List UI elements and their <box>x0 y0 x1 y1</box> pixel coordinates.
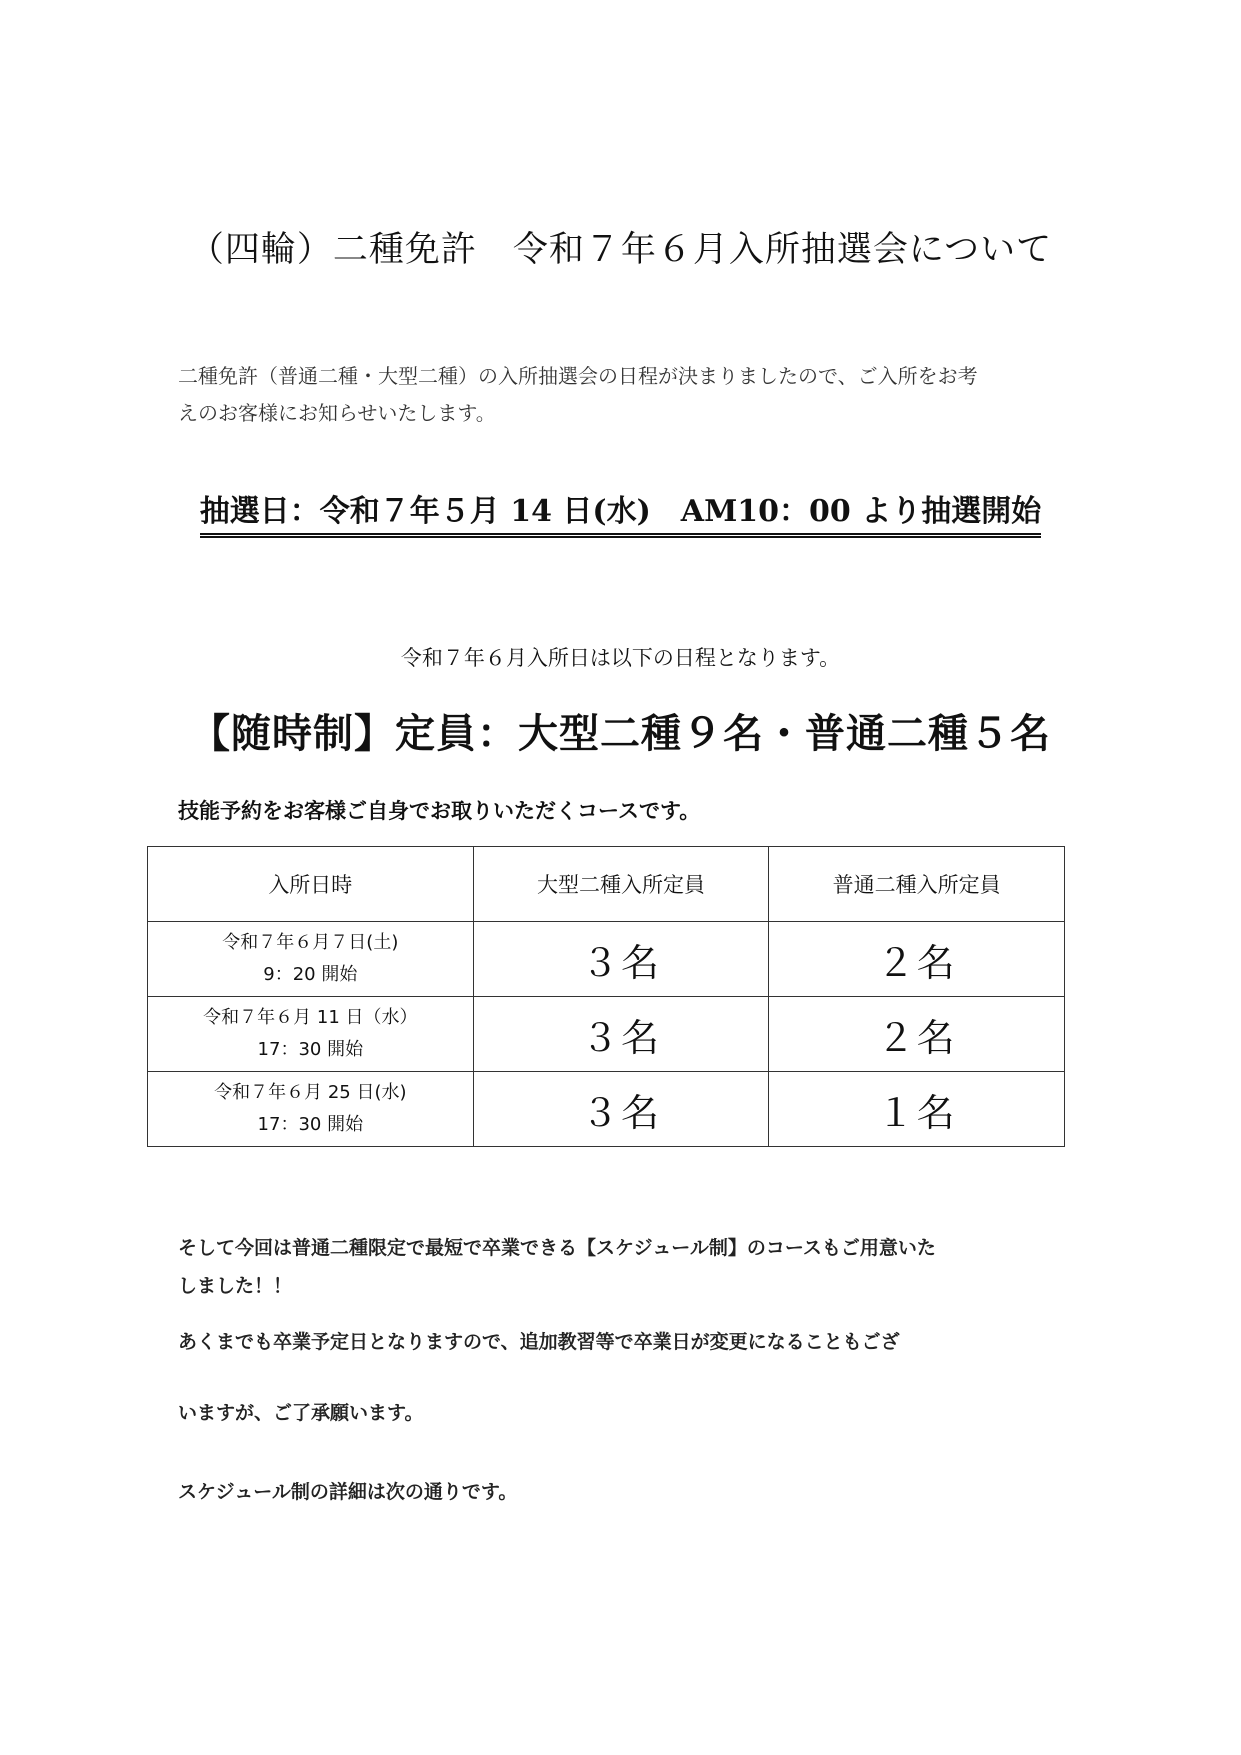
entry-date: 令和７年６月 25 日(水) <box>214 1082 407 1103</box>
lottery-date-text: 抽選日：令和７年５月 14 日(水) AM10：00 より抽選開始 <box>200 486 1041 538</box>
table-row <box>148 922 1065 997</box>
schedule-course-line-1: そして今回は普通二種限定で最短で卒業できる【スケジュール制】のコースもご用意いた <box>178 1237 936 1259</box>
intro-line-1: 二種免許（普通二種・大型二種）の入所抽選会の日程が決まりましたので、ご入所をお考 <box>178 364 978 388</box>
entry-time: 17：30 開始 <box>257 1039 364 1060</box>
entry-datetime-cell <box>148 997 474 1072</box>
header-entry-datetime: 入所日時 <box>148 847 474 922</box>
schedule-note: 令和７年６月入所日は以下の日程となります。 <box>400 646 841 670</box>
graduation-note-line-1: あくまでも卒業予定日となりますので、追加教習等で卒業日が変更になることもござ <box>178 1331 900 1353</box>
schedule-table <box>147 846 1065 1147</box>
schedule-details-intro: スケジュール制の詳細は次の通りです。 <box>178 1481 518 1503</box>
table-row <box>148 997 1065 1072</box>
schedule-course-line-2: しました！！ <box>178 1275 293 1297</box>
large-capacity-cell: ３名 <box>473 922 769 997</box>
large-capacity-cell: ３名 <box>473 997 769 1072</box>
intro-line-2: えのお客様にお知らせいたします。 <box>178 401 496 425</box>
entry-date: 令和７年６月７日(土) <box>222 932 399 953</box>
regular-capacity-cell: ２名 <box>769 922 1065 997</box>
entry-datetime-cell <box>148 1072 474 1147</box>
table-row <box>148 1072 1065 1147</box>
lottery-date-heading <box>0 486 1241 538</box>
entry-date: 令和７年６月 11 日（水） <box>203 1007 418 1028</box>
regular-capacity-cell: １名 <box>769 1072 1065 1147</box>
header-large-capacity: 大型二種入所定員 <box>473 847 769 922</box>
entry-time: 17：30 開始 <box>257 1114 364 1135</box>
course-description: 技能予約をお客様ご自身でお取りいただくコースです。 <box>178 799 701 823</box>
entry-time: 9：20 開始 <box>263 964 358 985</box>
page-title: （四輪）二種免許 令和７年６月入所抽選会について <box>188 230 1053 270</box>
graduation-note-line-2: いますが、ご了承願います。 <box>178 1402 424 1424</box>
large-capacity-cell: ３名 <box>473 1072 769 1147</box>
entry-datetime-cell <box>148 922 474 997</box>
capacity-heading: 【随時制】定員：大型二種９名・普通二種５名 <box>190 711 1051 757</box>
table-header-row <box>148 847 1065 922</box>
header-regular-capacity: 普通二種入所定員 <box>769 847 1065 922</box>
regular-capacity-cell: ２名 <box>769 997 1065 1072</box>
